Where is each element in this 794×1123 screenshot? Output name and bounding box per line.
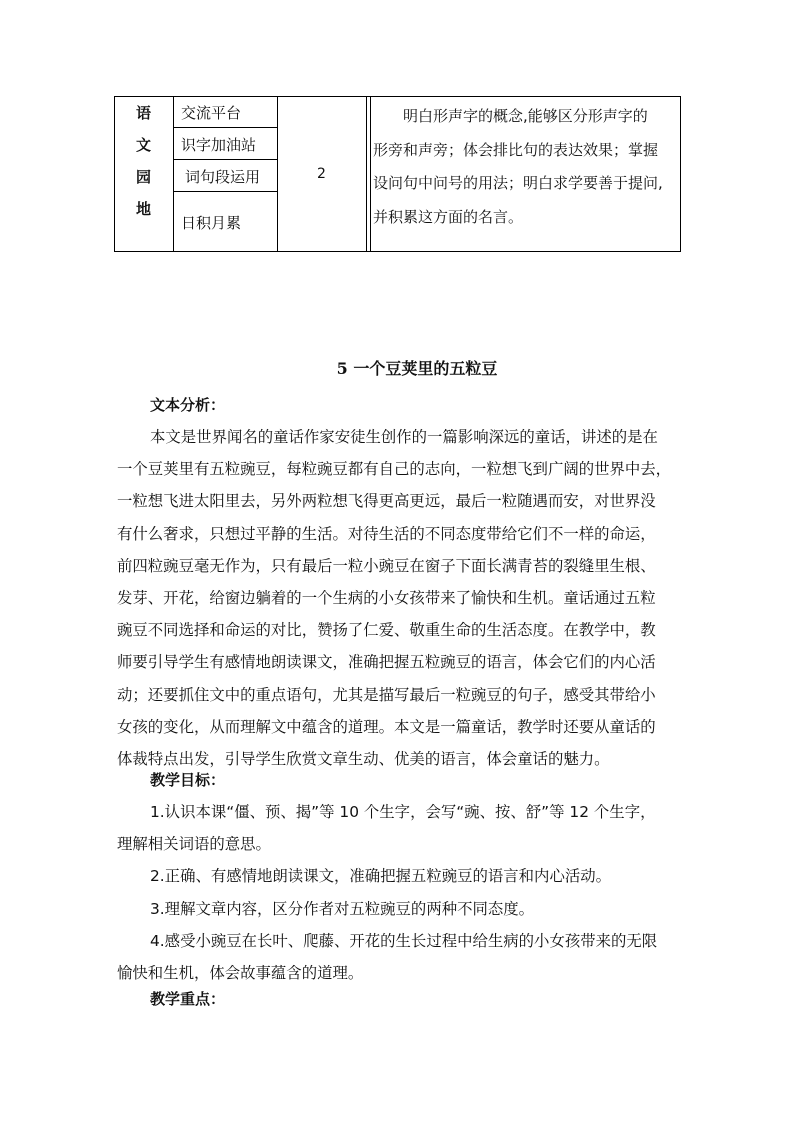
goal-item-4: 4.感受小豌豆在长叶、爬藤、开花的生长过程中给生病的小女孩带来的无限 bbox=[150, 931, 658, 950]
lesson-title: 5 一个豆荚里的五粒豆 bbox=[336, 359, 498, 378]
goal-item-1-cont: 理解相关词语的意思。 bbox=[117, 835, 271, 854]
analysis-line: 动；还要抓住文中的重点语句，尤其是描写最后一粒豌豆的句子，感受其带给小 bbox=[117, 685, 656, 704]
goal-item-3: 3.理解文章内容，区分作者对五粒豌豆的两种不同态度。 bbox=[150, 899, 535, 918]
category-char: 园 bbox=[135, 168, 151, 186]
category-char: 文 bbox=[135, 136, 151, 154]
table-top-border bbox=[114, 96, 681, 97]
analysis-line: 有什么奢求，只想过平静的生活。对待生活的不同态度带给它们不一样的命运， bbox=[117, 524, 656, 543]
table-col-divider bbox=[173, 96, 174, 252]
item-literacy-station: 识字加油站 bbox=[181, 136, 257, 154]
table-row-divider bbox=[173, 159, 277, 160]
goal-line: 明白形声字的概念,能够区分形声字的 bbox=[403, 107, 648, 125]
item-sentence-practice: 词句段运用 bbox=[185, 168, 261, 186]
goal-item-1: 1.认识本课“僵、预、揭”等 10 个生字，会写“豌、按、舒”等 12 个生字， bbox=[150, 803, 656, 821]
analysis-line: 豌豆不同选择和命运的对比，赞扬了仁爱、敬重生命的生活态度。在教学中，教 bbox=[117, 621, 656, 640]
table-bottom-border bbox=[114, 251, 681, 252]
category-char: 地 bbox=[135, 200, 151, 218]
analysis-line: 前四粒豌豆毫无作为，只有最后一粒小豌豆在窗子下面长满青苔的裂缝里生根、 bbox=[117, 556, 656, 575]
item-exchange-platform: 交流平台 bbox=[181, 104, 242, 122]
analysis-line: 体裁特点出发，引导学生欣赏文章生动、优美的语言，体会童话的魅力。 bbox=[117, 750, 610, 769]
analysis-line: 一粒想飞进太阳里去，另外两粒想飞得更高更远，最后一粒随遇而安，对世界没 bbox=[117, 492, 656, 511]
table-right-border bbox=[680, 96, 681, 252]
table-col-divider bbox=[366, 96, 367, 252]
unit-goal bbox=[373, 100, 679, 234]
unit-table bbox=[114, 96, 681, 252]
goal-item-4-cont: 愉快和生机，体会故事蕴含的道理。 bbox=[117, 964, 364, 983]
goal-item-2: 2.正确、有感情地朗读课文，准确把握五粒豌豆的语言和内心活动。 bbox=[150, 867, 612, 886]
goal-line: 并积累这方面的名言。 bbox=[373, 207, 524, 226]
table-row-divider bbox=[173, 127, 277, 128]
key-points-heading: 教学重点： bbox=[150, 990, 226, 1008]
goals-heading: 教学目标： bbox=[150, 771, 226, 789]
table-col-divider bbox=[370, 96, 371, 252]
analysis-line: 女孩的变化，从而理解文中蕴含的道理。本文是一篇童话，教学时还要从童话的 bbox=[117, 717, 656, 736]
analysis-line: 本文是世界闻名的童话作家安徒生创作的一篇影响深远的童话，讲述的是在 bbox=[150, 428, 658, 446]
teaching-goals bbox=[117, 796, 687, 989]
analysis-line: 师要引导学生有感情地朗读课文，准确把握五粒豌豆的语言，体会它们的内心活 bbox=[117, 653, 656, 672]
analysis-heading: 文本分析： bbox=[150, 396, 226, 414]
category-char: 语 bbox=[135, 104, 151, 122]
item-daily-accumulation: 日积月累 bbox=[181, 214, 242, 232]
table-row-divider bbox=[173, 191, 277, 192]
goal-line: 设问句中问号的用法；明白求学要善于提问, bbox=[373, 174, 663, 192]
analysis-line: 发芽、开花，给窗边躺着的一个生病的小女孩带来了愉快和生机。童话通过五粒 bbox=[117, 589, 656, 608]
goal-line: 形旁和声旁；体会排比句的表达效果；掌握 bbox=[373, 140, 659, 159]
class-hours: 2 bbox=[317, 166, 326, 182]
analysis-paragraph bbox=[117, 421, 687, 775]
analysis-line: 一个豆荚里有五粒豌豆，每粒豌豆都有自己的志向，一粒想飞到广阔的世界中去， bbox=[117, 460, 672, 479]
